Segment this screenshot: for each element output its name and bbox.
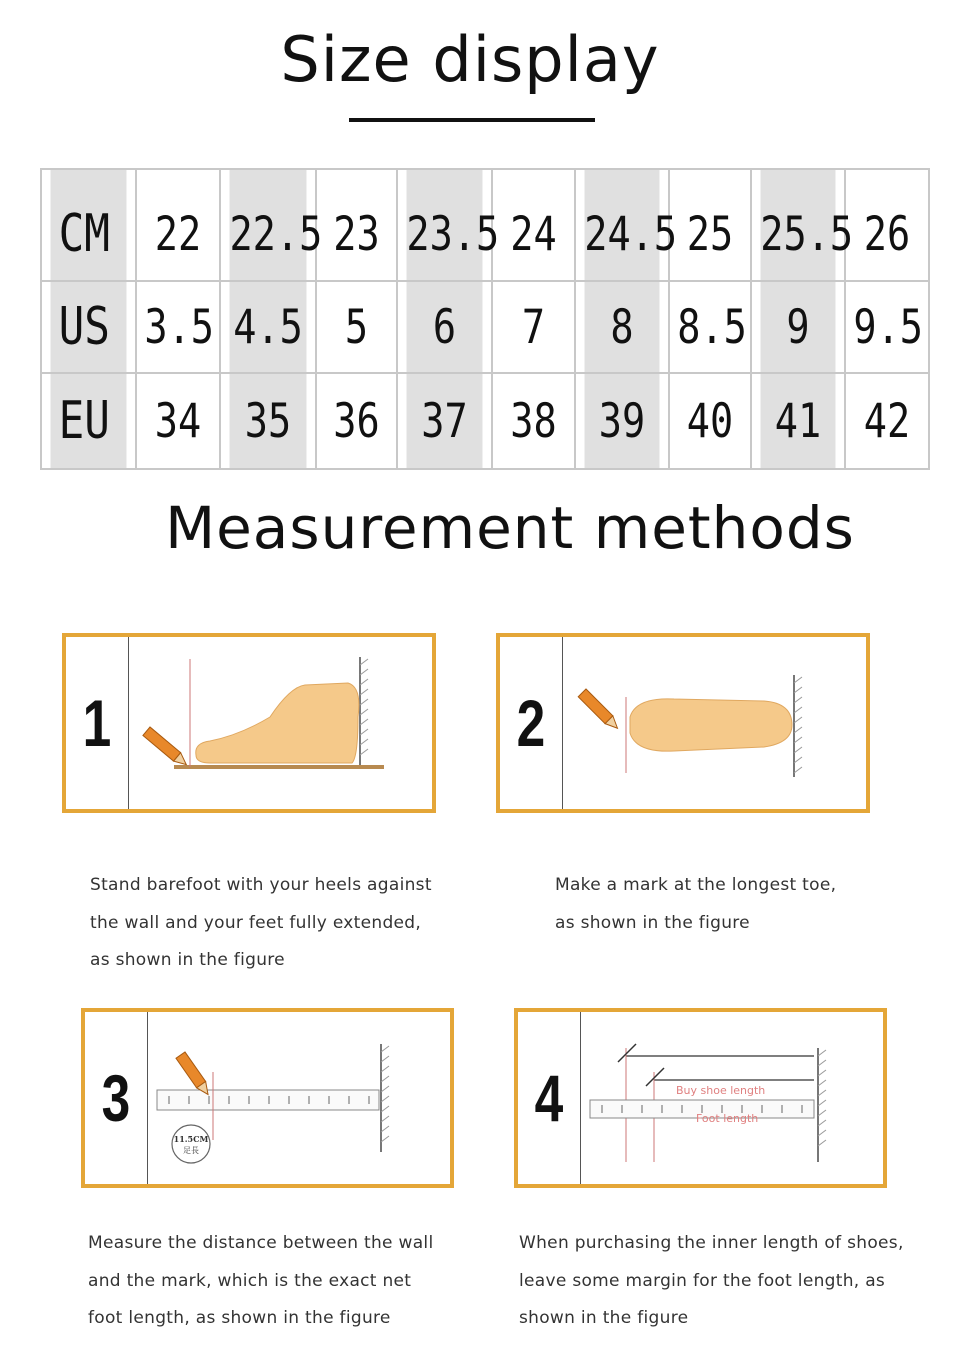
description-line: as shown in the figure — [555, 912, 750, 933]
description-line: as shown in the figure — [90, 950, 285, 970]
description-line: leave some margin for the foot length, as — [519, 1270, 886, 1291]
table-cell: 23.5 — [406, 169, 484, 281]
table-cell: 41 — [759, 373, 836, 469]
row-label: US — [50, 281, 128, 373]
table-cell: 25.5 — [759, 169, 836, 281]
table-cell: 40 — [676, 373, 743, 469]
table-cell: 22 — [144, 169, 213, 281]
table-cell: 23 — [323, 169, 389, 281]
step-1-description — [90, 867, 432, 980]
table-cell: 3.5 — [144, 281, 213, 373]
table-cell: 9.5 — [853, 281, 922, 373]
foot-top-view-illustration — [564, 637, 864, 809]
step-3-description — [88, 1225, 433, 1338]
title-underline — [349, 118, 595, 122]
foot-length-label: Foot length — [696, 1112, 759, 1125]
table-cell: 25 — [676, 169, 743, 281]
table-cell: 37 — [406, 373, 484, 469]
table-cell: 4.5 — [229, 281, 308, 373]
step-3-panel — [81, 1008, 454, 1188]
step-number-column — [66, 637, 129, 809]
step-number-column — [518, 1012, 581, 1184]
table-row-eu — [41, 373, 929, 469]
shoe-length-label: Buy shoe length — [676, 1084, 766, 1097]
description-line: and the mark, which is the exact net — [88, 1270, 412, 1291]
table-cell: 36 — [323, 373, 389, 469]
table-cell: 8.5 — [676, 281, 743, 373]
description-line: Stand barefoot with your heels against — [90, 875, 432, 895]
size-chart-table — [40, 168, 930, 470]
step-number-column — [500, 637, 563, 809]
table-cell: 38 — [499, 373, 567, 469]
measurement-methods-title: Measurement methods — [165, 494, 855, 562]
description-line: When purchasing the inner length of shoes, — [519, 1233, 904, 1253]
foot-against-wall-illustration — [130, 637, 430, 809]
table-cell: 5 — [323, 281, 389, 373]
table-cell: 8 — [583, 281, 660, 373]
table-cell: 9 — [759, 281, 836, 373]
row-label: EU — [50, 373, 128, 469]
table-cell: 6 — [406, 281, 484, 373]
table-cell: 42 — [853, 373, 922, 469]
description-line: Make a mark at the longest toe, — [555, 875, 837, 895]
table-cell: 24.5 — [583, 169, 660, 281]
step-1-panel — [62, 633, 436, 813]
step-number-column — [85, 1012, 148, 1184]
description-line: shown in the figure — [519, 1308, 689, 1328]
step-number: 4 — [534, 1061, 564, 1135]
step-4-panel — [514, 1008, 887, 1188]
row-label: CM — [50, 169, 128, 281]
table-cell: 39 — [583, 373, 660, 469]
table-cell: 35 — [229, 373, 308, 469]
ruler-measure-illustration — [149, 1012, 449, 1184]
table-cell: 7 — [499, 281, 567, 373]
step-4-description — [519, 1225, 904, 1338]
description-line: Measure the distance between the wall — [88, 1233, 434, 1253]
table-cell: 26 — [853, 169, 922, 281]
table-cell: 24 — [499, 169, 567, 281]
step-number: 2 — [516, 686, 546, 760]
description-line: foot length, as shown in the figure — [88, 1308, 391, 1328]
shoe-length-margin-illustration — [582, 1012, 882, 1184]
table-row-cm — [41, 169, 929, 281]
table-row-us — [41, 281, 929, 373]
step-2-panel — [496, 633, 870, 813]
size-display-title: Size display — [280, 23, 660, 96]
step-number: 3 — [101, 1061, 131, 1135]
table-cell: 34 — [144, 373, 213, 469]
description-line: the wall and your feet fully extended, — [90, 912, 422, 933]
step-2-description — [555, 867, 836, 942]
measurement-label: 11.5CM — [173, 1134, 209, 1144]
step-number: 1 — [82, 686, 112, 760]
measurement-sublabel: 足長 — [183, 1146, 199, 1155]
table-cell: 22.5 — [229, 169, 308, 281]
